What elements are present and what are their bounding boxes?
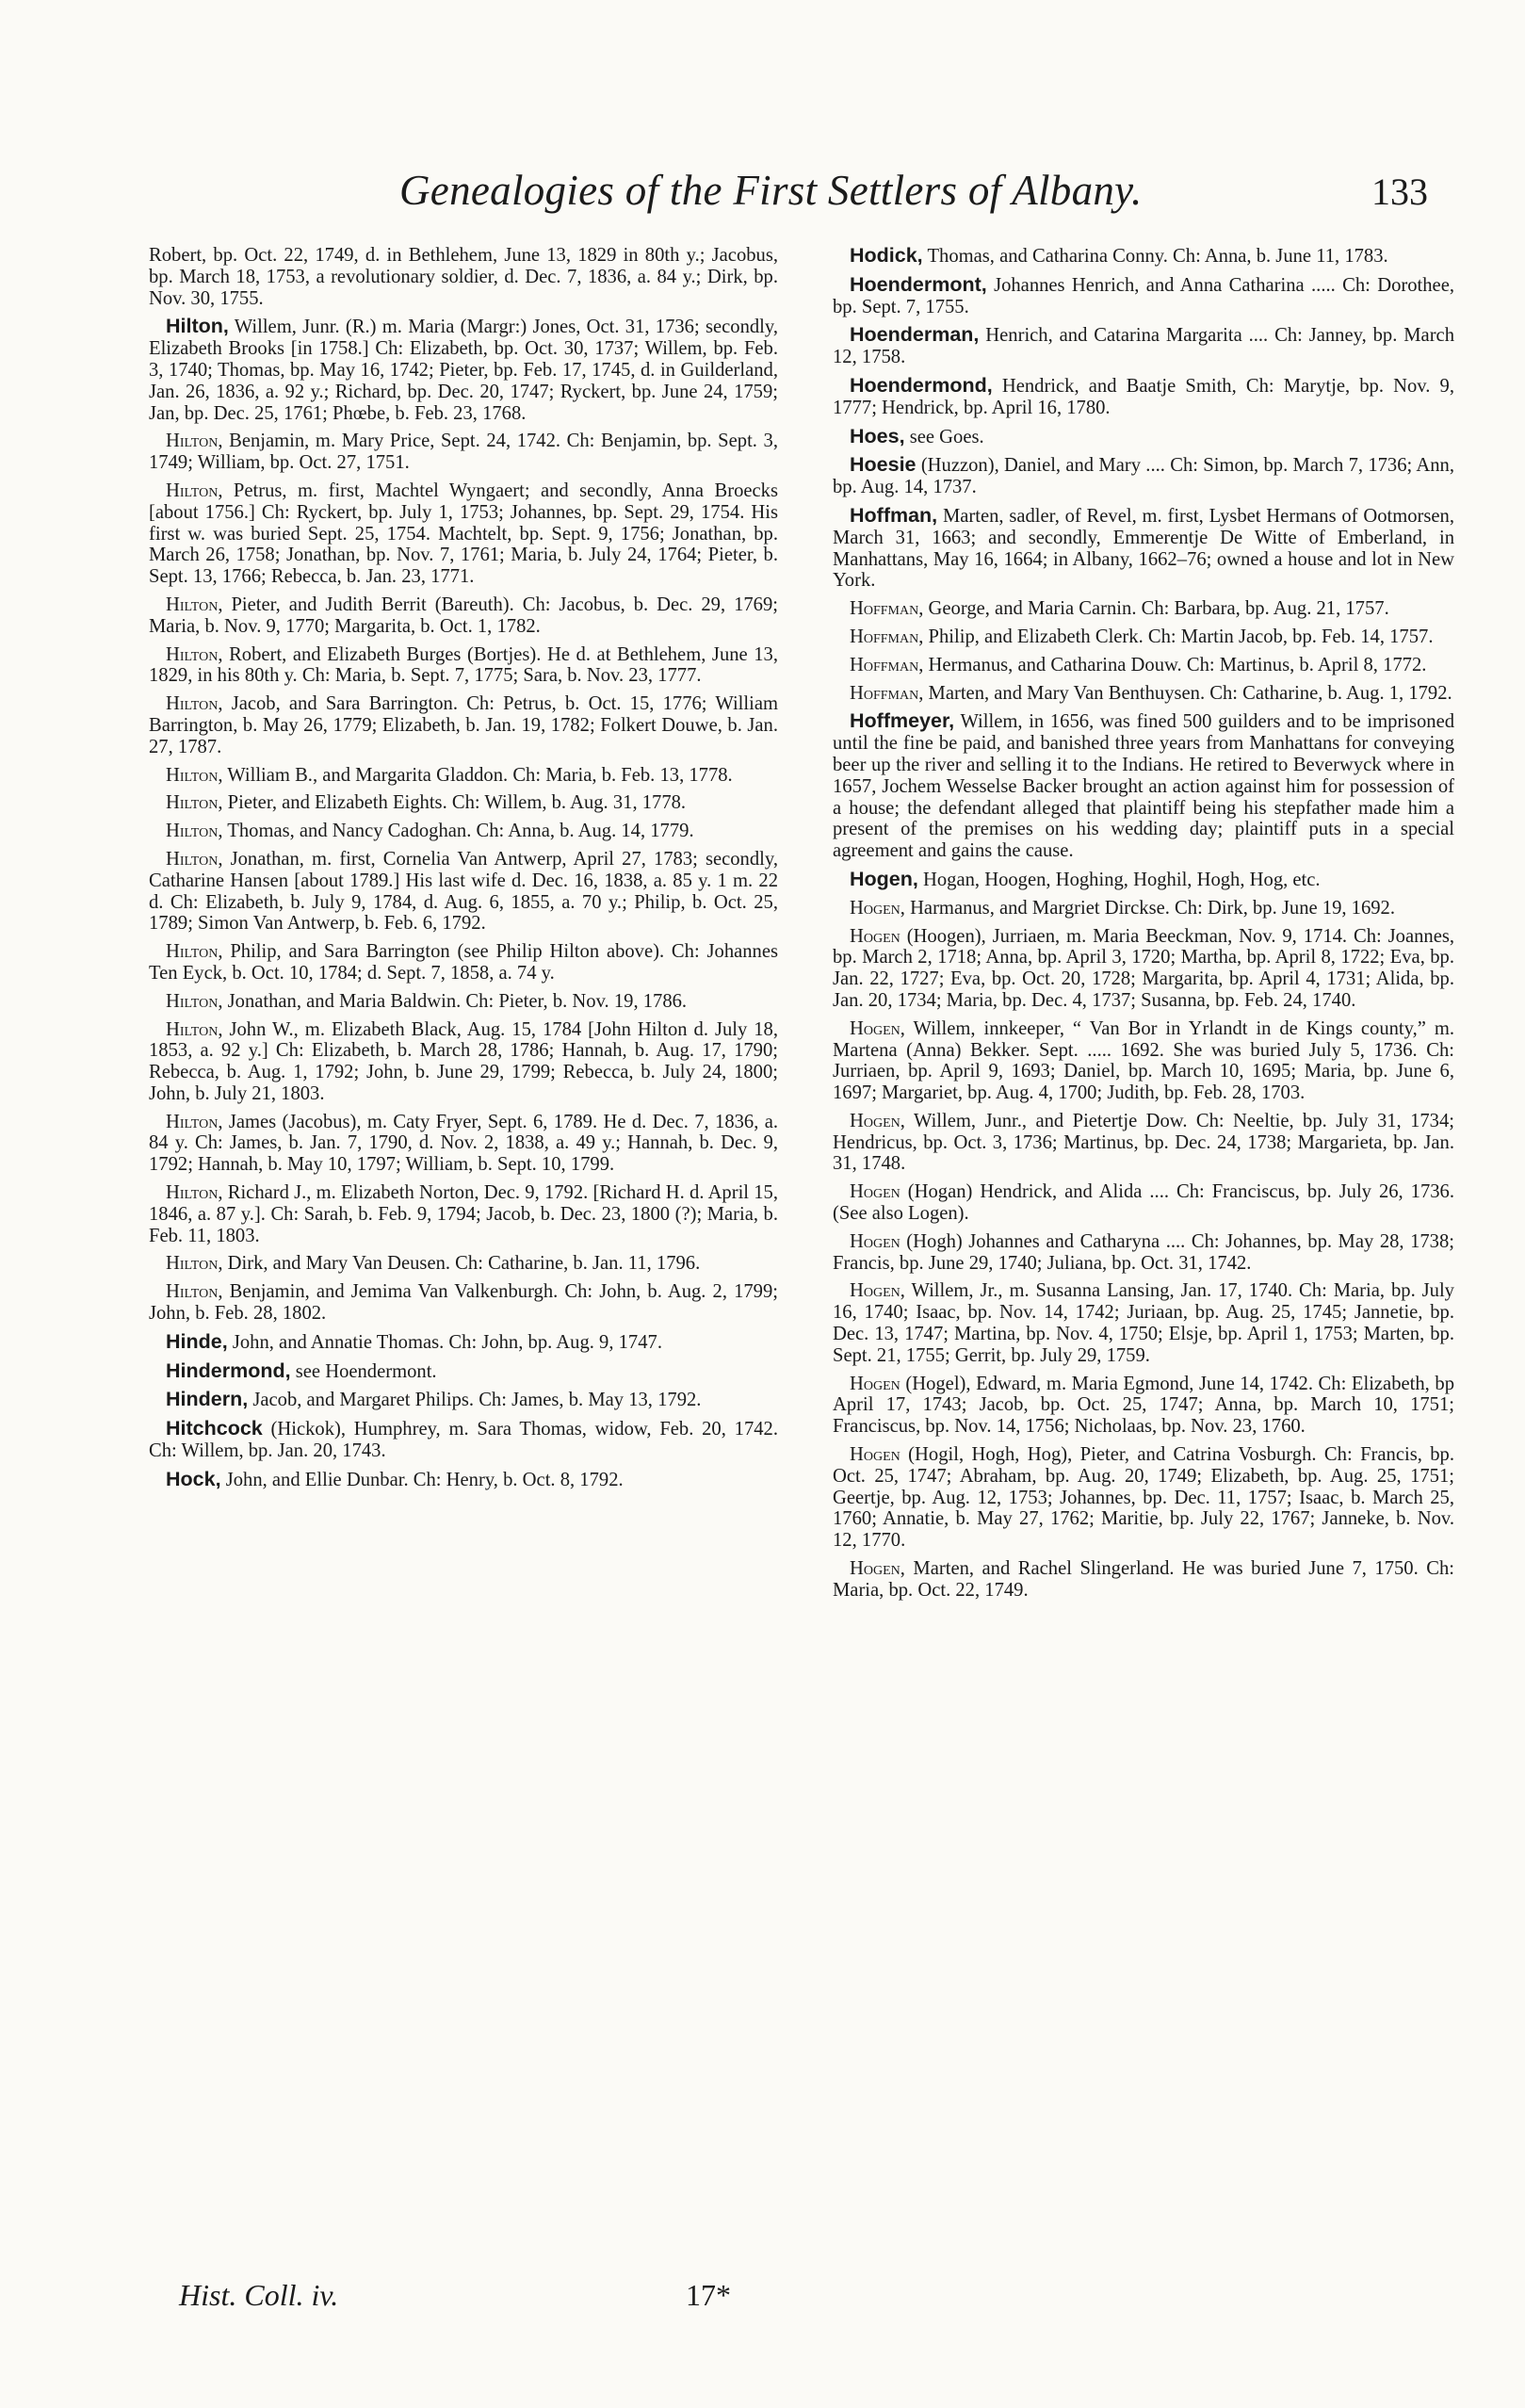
entry-text: Harmanus, and Margriet Dirckse. Ch: Dirk, bp. June 19, 1692. — [910, 897, 1396, 919]
genealogy-entry — [149, 316, 778, 424]
genealogy-entry — [149, 941, 778, 984]
entry-surname: Hoffman, — [850, 626, 924, 647]
genealogy-entry — [149, 1182, 778, 1246]
entry-surname: Hoffman, — [850, 654, 924, 675]
entry-text: Jonathan, and Maria Baldwin. Ch: Pieter, b. Nov. 19, 1786. — [227, 990, 688, 1012]
entry-text: Philip, and Elizabeth Clerk. Ch: Martin Jacob, bp. Feb. 14, 1757. — [928, 626, 1434, 647]
page-title: Genealogies of the First Settlers of Albany. — [399, 167, 1143, 214]
entry-text: Willem, Junr. (R.) m. Maria (Margr:) Jones, Oct. 31, 1736; secondly, Elizabeth Brooks [in 1758.] Ch: Elizabeth, bp. Oct. 30, 1737; Willem, bp. Feb. 3, 1740; Thomas, bp. May 16, 1742; Pieter, bp. Feb. 17, 1745, d. in Guilderland, Jan. 26, 1836, a. 92 y.; Richard, bp. Dec. 20, 1747; Ryckert, bp. June 24, 1759; Jan, bp. Dec. 25, 1761; Phœbe, b. Feb. 23, 1768. — [149, 317, 778, 424]
page-footer — [0, 2278, 1525, 2316]
genealogy-entry — [833, 626, 1454, 648]
entry-text: Philip, and Sara Barrington (see Philip Hilton above). Ch: Johannes Ten Eyck, b. Oct. 10, 1784; d. Sept. 7, 1858, a. 74 y. — [149, 941, 779, 984]
entry-text: Jacob, and Margaret Philips. Ch: James, b. May 13, 1792. — [252, 1390, 702, 1411]
genealogy-entry — [149, 765, 778, 787]
signature-mark: Hist. Coll. iv. — [179, 2278, 339, 2312]
entry-surname: Hogen — [850, 1373, 900, 1394]
entry-surname: Hogen, — [850, 1017, 905, 1039]
entry-text: Willem, Jr., m. Susanna Lansing, Jan. 17, 1740. Ch: Maria, bp. July 16, 1740; Isaac, bp. Nov. 14, 1742; Juriaan, bp. Aug. 25, 1745; Jannetie, bp. Dec. 13, 1747; Martina, bp. Nov. 4, 1750; Elsje, bp. April 1, 1753; Marten, bp. Sept. 21, 1755; Gerrit, bp. July 29, 1759. — [833, 1280, 1454, 1366]
genealogy-entry — [833, 898, 1454, 919]
genealogy-entry — [149, 693, 778, 757]
entry-surname: Hoesie — [850, 453, 917, 477]
genealogy-entry — [833, 1558, 1454, 1602]
entry-surname: Hoffman, — [850, 682, 924, 704]
genealogy-entry — [833, 683, 1454, 705]
genealogy-entry — [833, 426, 1454, 448]
entry-surname: Hilton, — [166, 821, 223, 842]
entry-surname: Hindern, — [166, 1388, 249, 1411]
entry-surname: Hitchcock — [166, 1417, 263, 1440]
genealogy-entry — [149, 792, 778, 814]
genealogy-entry — [833, 505, 1454, 592]
genealogy-entry — [833, 926, 1454, 1012]
entry-surname: Hoffman, — [850, 503, 938, 527]
genealogy-entry — [833, 375, 1454, 419]
running-header — [0, 166, 1525, 222]
entry-text: (Huzzon), Daniel, and Mary .... Ch: Simon, bp. March 7, 1736; Ann, bp. Aug. 14, 1737. — [833, 455, 1455, 498]
entry-surname: Hogen, — [850, 897, 905, 919]
entry-surname: Hoffmeyer, — [850, 709, 955, 733]
entry-text: Jonathan, m. first, Cornelia Van Antwerp, April 27, 1783; secondly, Catharine Hansen [about 1789.] His last wife d. Dec. 16, 1838, a. 85 y. 1 m. 22 d. Ch: Elizabeth, b. July 9, 1784, d. Aug. 6, 1855, a. 70 y.; Philip, b. Oct. 25, 1789; Simon Van Antwerp, b. Feb. 6, 1792. — [149, 848, 778, 935]
entry-surname: Hilton, — [166, 1018, 223, 1040]
entry-surname: Hoes, — [850, 424, 905, 447]
genealogy-entry — [149, 1469, 778, 1491]
entry-surname: Hogen, — [850, 867, 918, 890]
entry-text: Willem, Junr., and Pietertje Dow. Ch: Neeltie, bp. July 31, 1734; Hendricus, bp. Oct. 3, 1736; Martinus, bp. Dec. 24, 1738; Margarieta, bp. Jan. 31, 1748. — [833, 1110, 1454, 1175]
entry-text: William B., and Margarita Gladdon. Ch: Maria, b. Feb. 13, 1778. — [227, 764, 733, 786]
entry-surname: Hogen, — [850, 1280, 905, 1302]
entry-text: Robert, bp. Oct. 22, 1749, d. in Bethlehem, June 13, 1829 in 80th y.; Jacobus, bp. March 18, 1753, a revolutionary soldier, d. Dec. 7, 1836, a. 84 y.; Dirk, bp. Nov. 30, 1755. — [149, 245, 778, 309]
entry-text: John, and Ellie Dunbar. Ch: Henry, b. Oct. 8, 1792. — [225, 1469, 624, 1490]
entry-surname: Hilton, — [166, 1111, 223, 1132]
entry-text: Thomas, and Nancy Cadoghan. Ch: Anna, b. Aug. 14, 1779. — [227, 821, 694, 842]
entry-text: Pieter, and Elizabeth Eights. Ch: Willem, b. Aug. 31, 1778. — [227, 792, 687, 814]
entry-text: George, and Maria Carnin. Ch: Barbara, bp. Aug. 21, 1757. — [928, 598, 1389, 620]
entry-surname: Hilton, — [166, 315, 229, 338]
entry-surname: Hoffman, — [850, 598, 924, 620]
entry-text: Benjamin, m. Mary Price, Sept. 24, 1742. Ch: Benjamin, bp. Sept. 3, 1749; William, bp. Oct. 27, 1751. — [149, 431, 778, 474]
entry-surname: Hogen — [850, 1230, 900, 1252]
entry-surname: Hilton, — [166, 431, 223, 452]
genealogy-entry — [149, 594, 778, 638]
entry-surname: Hoendermond, — [850, 373, 993, 397]
entry-surname: Hogen — [850, 925, 900, 947]
genealogy-entry — [833, 1018, 1454, 1104]
entry-text: Hendrick, and Baatje Smith, Ch: Marytje, bp. Nov. 9, 1777; Hendrick, bp. April 16, 1780. — [833, 375, 1454, 418]
entry-surname: Hoenderman, — [850, 323, 980, 347]
genealogy-entry — [149, 1331, 778, 1354]
entry-text: Petrus, m. first, Machtel Wyngaert; and secondly, Anna Broecks [about 1756.] Ch: Ryckert, bp. July 1, 1753; Johannes, bp. Sept. 29, 1754. His first w. was buried Sept. 25, 1754. Machtelt, bp. Sept. 9, 1756; Jonathan, bp. March 26, 1758; Jonathan, bp. Nov. 7, 1761; Maria, b. July 24, 1764; Pieter, b. Sept. 13, 1766; Rebecca, b. Jan. 23, 1771. — [149, 480, 778, 588]
entry-text: Hermanus, and Catharina Douw. Ch: Martinus, b. April 8, 1772. — [928, 654, 1427, 675]
entry-surname: Hilton, — [166, 594, 223, 615]
entry-surname: Hilton, — [166, 941, 223, 963]
genealogy-entry — [833, 1231, 1454, 1275]
entry-text: Marten, and Mary Van Benthuysen. Ch: Catharine, b. Aug. 1, 1792. — [928, 682, 1452, 704]
genealogy-entry — [833, 655, 1454, 676]
entry-text: (Hogil, Hogh, Hog), Pieter, and Catrina Vosburgh. Ch: Francis, bp. Oct. 25, 1747; Abraham, bp. Aug. 20, 1749; Elizabeth, bp. Aug. 25, 1751; Geertje, bp. Aug. 12, 1753; Johannes, bp. Dec. 11, 1757; Isaac, b. March 25, 1760; Annatie, b. May 27, 1762; Maritie, bp. July 22, 1767; Janneke, b. Nov. 12, 1770. — [833, 1444, 1454, 1552]
genealogy-entry — [833, 454, 1454, 498]
entry-surname: Hilton, — [166, 990, 223, 1012]
entry-surname: Hilton, — [166, 1253, 223, 1275]
page-number: 133 — [1371, 171, 1428, 213]
entry-text: Willem, in 1656, was fined 500 guilders and to be imprisoned until the fine be paid, and banished three years from Manhattans for conveying beer up the river and selling it to the Indians. He retired to Beverwyck where in 1657, Jochem Wesselse Backer brought an action against him for possession of a house; the defendant alleged that plaintiff being his stepfather made him a present of the premises on his wedding day; plaintiff puts in a special agreement and gains the cause. — [833, 711, 1455, 862]
sheet-mark: 17* — [686, 2278, 731, 2312]
genealogy-entry — [833, 1181, 1454, 1225]
entry-text: James (Jacobus), m. Caty Fryer, Sept. 6, 1789. He d. Dec. 7, 1836, a. 84 y. Ch: James, b. Jan. 7, 1790, d. Nov. 2, 1838, a. 49 y.; Hannah, b. Dec. 9, 1792; Hannah, b. May 10, 1797; William, b. Sept. 10, 1799. — [149, 1111, 778, 1176]
entry-surname: Hogen — [850, 1444, 900, 1466]
entry-text: (Hogan) Hendrick, and Alida .... Ch: Franciscus, bp. July 26, 1736. (See also Logen). — [833, 1181, 1454, 1225]
entry-text: (Hogh) Johannes and Catharyna .... Ch: Johannes, bp. May 28, 1738; Francis, bp. June 29, 1740; Juliana, bp. Oct. 31, 1742. — [833, 1230, 1454, 1274]
genealogy-entry — [149, 245, 778, 309]
genealogy-entry — [149, 1281, 778, 1325]
genealogy-entry — [833, 869, 1454, 891]
entry-surname: Hilton, — [166, 643, 223, 665]
genealogy-entry — [833, 274, 1454, 318]
entry-surname: Hilton, — [166, 693, 223, 715]
entry-text: Thomas, and Catharina Conny. Ch: Anna, b. June 11, 1783. — [927, 246, 1388, 267]
genealogy-entry — [833, 245, 1454, 268]
entry-text: Pieter, and Judith Berrit (Bareuth). Ch: Jacobus, b. Dec. 29, 1769; Maria, b. Nov. 9, 1770; Margarita, b. Oct. 1, 1782. — [149, 594, 778, 637]
genealogy-entry — [833, 324, 1454, 368]
genealogy-entry — [149, 480, 778, 588]
entry-text: (Hickok), Humphrey, m. Sara Thomas, widow, Feb. 20, 1742. Ch: Willem, bp. Jan. 20, 1743. — [149, 1419, 778, 1462]
entry-text: (Hoogen), Jurriaen, m. Maria Beeckman, Nov. 9, 1714. Ch: Joannes, bp. March 2, 1718; Anna, bp. April 3, 1720; Martha, bp. April 8, 1722; Eva, bp. Jan. 22, 1727; Eva, bp. Oct. 20, 1728; Margarita, bp. April 4, 1731; Alida, bp. Jan. 20, 1734; Maria, bp. Dec. 4, 1737; Susanna, bp. Feb. 24, 1740. — [833, 925, 1454, 1011]
entry-surname: Hoendermont, — [850, 272, 987, 296]
entry-surname: Hogen — [850, 1181, 900, 1203]
genealogy-entry — [833, 1280, 1454, 1366]
entry-surname: Hogen, — [850, 1558, 905, 1580]
entry-surname: Hilton, — [166, 1182, 223, 1204]
entry-text: John, and Annatie Thomas. Ch: John, bp. Aug. 9, 1747. — [232, 1331, 662, 1353]
entry-text: Richard J., m. Elizabeth Norton, Dec. 9, 1792. [Richard H. d. April 15, 1846, a. 87 y.]. Ch: Sarah, b. Feb. 9, 1794; Jacob, b. Dec. 23, 1800 (?); Maria, b. Feb. 11, 1803. — [149, 1182, 778, 1246]
genealogy-entry — [833, 1444, 1454, 1552]
entry-text: see Goes. — [909, 426, 984, 447]
entry-surname: Hogen, — [850, 1110, 905, 1131]
entry-surname: Hilton, — [166, 480, 223, 501]
entry-surname: Hilton, — [166, 792, 223, 814]
entry-text: Henrich, and Catarina Margarita .... Ch: Janney, bp. March 12, 1758. — [833, 325, 1454, 368]
genealogy-entry — [833, 598, 1454, 620]
entry-text: Benjamin, and Jemima Van Valkenburgh. Ch: John, b. Aug. 2, 1799; John, b. Feb. 28, 1802. — [149, 1281, 778, 1325]
entry-text: (Hogel), Edward, m. Maria Egmond, June 14, 1742. Ch: Elizabeth, bp April 17, 1743; Jacob, bp. Oct. 25, 1747; Anna, bp. March 10, 1751; Franciscus, bp. Nov. 14, 1756; Nicholaas, bp. Nov. 23, 1760. — [833, 1373, 1454, 1438]
genealogy-entry — [149, 849, 778, 935]
genealogy-entry — [149, 1360, 778, 1383]
entry-text: Robert, and Elizabeth Burges (Bortjes). He d. at Bethlehem, June 13, 1829, in his 80th y. Ch: Maria, b. Sept. 7, 1775; Sara, b. Nov. 23, 1777. — [149, 643, 778, 687]
genealogy-entry — [149, 431, 778, 474]
entry-text: Marten, sadler, of Revel, m. first, Lysbet Hermans of Ootmorsen, March 31, 1663; and secondly, Emmerentje De Witte of Emberland, in Manhattans, May 16, 1664; in Albany, 1662–76; owned a house and lot in New York. — [833, 505, 1454, 592]
entry-text: John W., m. Elizabeth Black, Aug. 15, 1784 [John Hilton d. July 18, 1853, a. 92 y.] Ch: Elizabeth, b. March 28, 1786; Hannah, b. Aug. 17, 1790; Rebecca, b. Aug. 1, 1792; John, b. June 29, 1799; Rebecca, b. July 24, 1800; John, b. July 21, 1803. — [149, 1018, 778, 1104]
genealogy-entry — [149, 644, 778, 688]
genealogy-entry — [149, 1389, 778, 1411]
genealogy-entry — [149, 1112, 778, 1176]
entry-surname: Hindermond, — [166, 1359, 291, 1382]
left-column — [149, 245, 778, 1498]
entry-surname: Hilton, — [166, 764, 223, 786]
entry-surname: Hodick, — [850, 244, 923, 267]
entry-text: Dirk, and Mary Van Deusen. Ch: Catharine, b. Jan. 11, 1796. — [227, 1253, 701, 1275]
entry-text: Jacob, and Sara Barrington. Ch: Petrus, b. Oct. 15, 1776; William Barrington, b. May 26, 1779; Elizabeth, b. Jan. 19, 1782; Folkert Douwe, b. Jan. 27, 1787. — [149, 693, 778, 757]
entry-text: Hogan, Hoogen, Hoghing, Hoghil, Hogh, Hog, etc. — [923, 869, 1321, 890]
genealogy-entry — [149, 991, 778, 1013]
genealogy-entry — [833, 1374, 1454, 1438]
right-column — [833, 245, 1454, 1608]
entry-text: Willem, innkeeper, “ Van Bor in Yrlandt in de Kings county,” m. Martena (Anna) Bekker. Sept. ..... 1692. She was buried July 5, 1736. Ch: Jurriaen, bp. April 9, 1693; Daniel, bp. March 10, 1695; Maria, bp. June 6, 1697; Margariet, bp. Aug. 4, 1700; Judith, bp. Feb. 28, 1703. — [833, 1017, 1454, 1104]
entry-surname: Hilton, — [166, 848, 223, 870]
entry-text: Johannes Henrich, and Anna Catharina ..... Ch: Dorothee, bp. Sept. 7, 1755. — [833, 274, 1454, 317]
entry-text: Marten, and Rachel Slingerland. He was buried June 7, 1750. Ch: Maria, bp. Oct. 22, 1749. — [833, 1558, 1454, 1601]
genealogy-entry — [833, 710, 1454, 862]
genealogy-entry — [149, 1019, 778, 1105]
entry-surname: Hinde, — [166, 1329, 228, 1353]
entry-text: see Hoendermont. — [295, 1360, 437, 1382]
genealogy-entry — [833, 1111, 1454, 1175]
genealogy-entry — [149, 821, 778, 842]
entry-surname: Hock, — [166, 1467, 221, 1490]
genealogy-entry — [149, 1253, 778, 1275]
entry-surname: Hilton, — [166, 1281, 223, 1303]
genealogy-entry — [149, 1418, 778, 1462]
